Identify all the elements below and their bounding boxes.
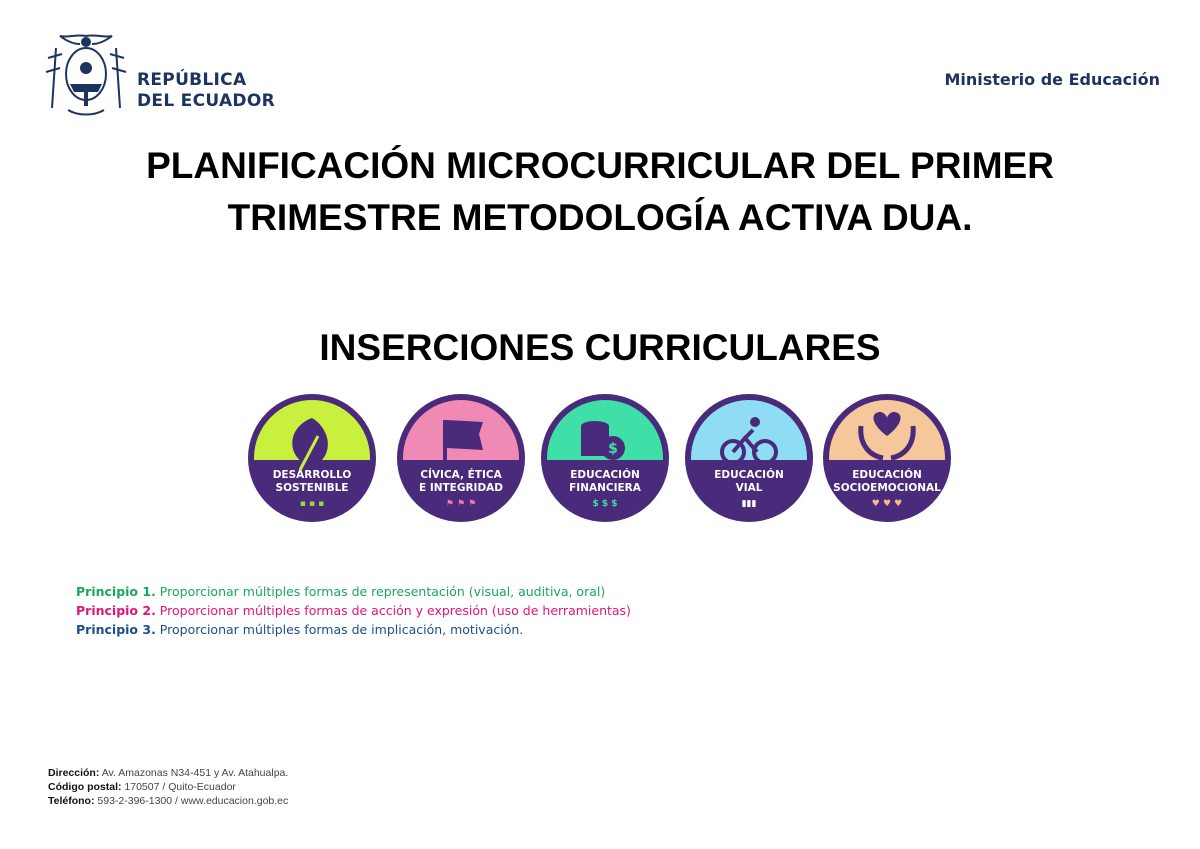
badge-label-line-1: EDUCACIÓN (714, 469, 784, 481)
footer-postal: Código postal: 170507 / Quito-Ecuador (48, 781, 236, 793)
principle-1: Principio 1. Proporcionar múltiples formas de representación (visual, auditiva, oral) (76, 584, 606, 599)
badge-label-line-1: EDUCACIÓN (570, 469, 640, 481)
country-line-1: REPÚBLICA (137, 70, 247, 90)
principles-list (76, 582, 631, 639)
country-line-2: DEL ECUADOR (137, 91, 275, 111)
section-heading: INSERCIONES CURRICULARES (319, 327, 881, 368)
ministry-name: Ministerio de Educación (944, 70, 1160, 89)
footer-phone: Teléfono: 593-2-396-1300 / www.educacion.gob.ec (48, 795, 289, 807)
svg-text:$: $ (608, 441, 618, 457)
principle-3: Principio 3. Proporcionar múltiples formas de implicación, motivación. (76, 622, 524, 637)
footer-address: Dirección: Av. Amazonas N34-451 y Av. Atahualpa. (48, 767, 289, 779)
document-title (0, 140, 1200, 244)
badge-1 (247, 393, 377, 523)
badge-label-line-2: SOSTENIBLE (275, 482, 349, 494)
title-line-1: PLANIFICACIÓN MICROCURRICULAR DEL PRIMER (146, 145, 1054, 186)
badge-marks: ♥ ♥ ♥ (871, 499, 903, 509)
coat-of-arms-logo (38, 28, 134, 120)
badge-marks: ▮▮▮ (741, 499, 757, 509)
badge-label-line-1: CÍVICA, ÉTICA (420, 469, 502, 481)
badge-3 (540, 393, 670, 523)
badge-label-line-2: E INTEGRIDAD (418, 482, 504, 494)
badge-label-line-2: SOCIOEMOCIONAL (833, 482, 941, 494)
principle-2: Principio 2. Proporcionar múltiples formas de acción y expresión (uso de herramientas) (76, 603, 631, 618)
badge-label-line-1: DESARROLLO (272, 469, 352, 481)
badge-label-line-2: VIAL (735, 482, 763, 494)
badge-marks: ⚑ ⚑ ⚑ (445, 499, 477, 509)
badge-2 (396, 393, 526, 523)
title-line-2: TRIMESTRE METODOLOGÍA ACTIVA DUA. (227, 197, 973, 238)
badge-label-line-1: EDUCACIÓN (852, 469, 922, 481)
badge-marks: $ $ $ (592, 499, 618, 509)
badge-5 (822, 393, 952, 523)
contact-footer (48, 766, 288, 808)
country-name (137, 70, 275, 112)
badge-4 (684, 393, 814, 523)
badge-marks: ▪ ▪ ▪ (299, 499, 325, 509)
badge-label-line-2: FINANCIERA (569, 482, 641, 494)
